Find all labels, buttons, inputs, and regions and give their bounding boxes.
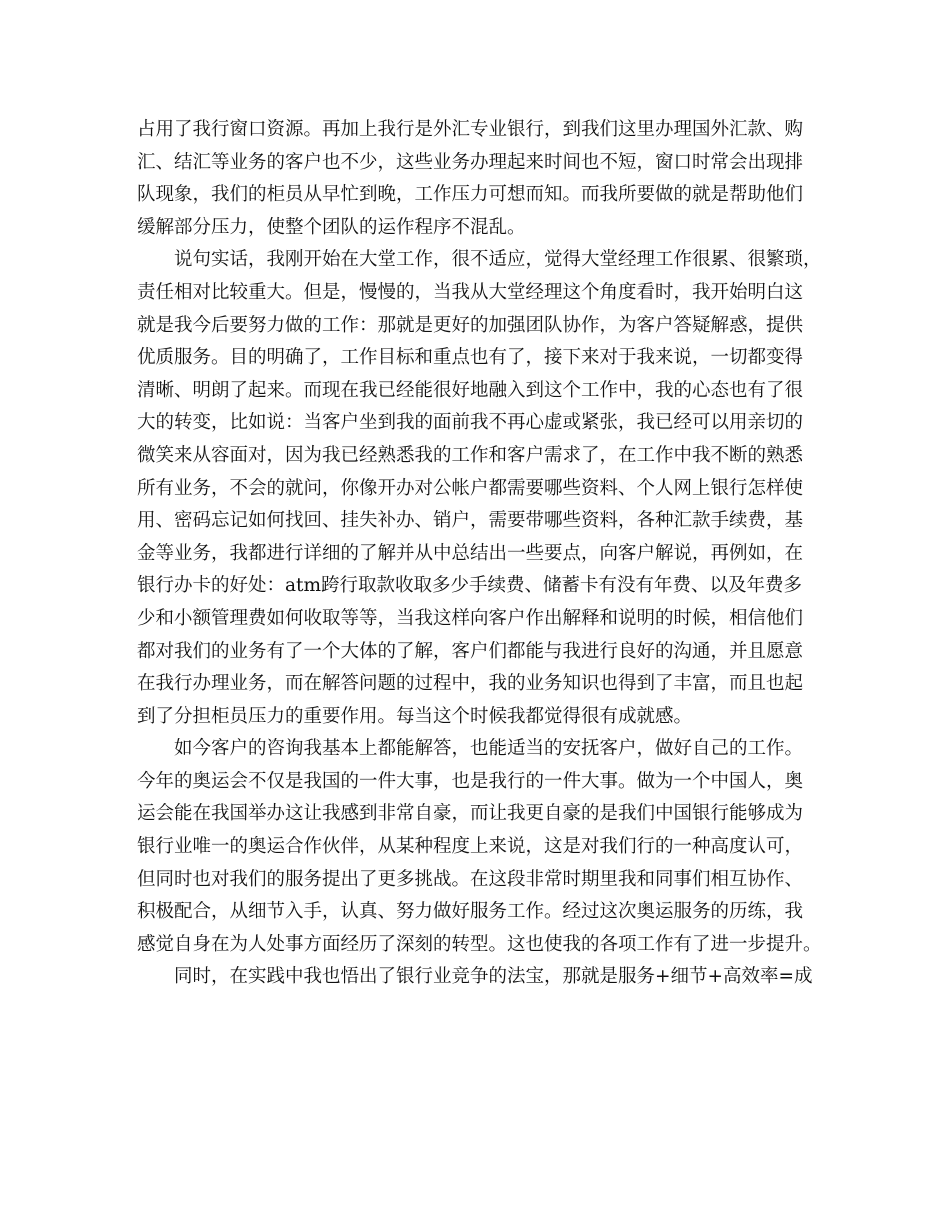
document-body-text — [137, 114, 822, 994]
text-line: 但同时也对我们的服务提出了更多挑战。在这段非常时期里我和同事们相互协作、 — [137, 868, 804, 890]
text-line: 责任相对比较重大。但是，慢慢的，当我从大堂经理这个角度看时，我开始明白这 — [137, 281, 804, 303]
text-line: 所有业务，不会的就问，你像开办对公帐户都需要哪些资料、个人网上银行怎样使 — [137, 477, 804, 499]
text-line: 就是我今后要努力做的工作：那就是更好的加强团队协作，为客户答疑解惑，提供 — [137, 314, 804, 336]
text-line: 说句实话，我刚开始在大堂工作，很不适应，觉得大堂经理工作很累、很繁琐， — [137, 249, 822, 271]
text-line: 到了分担柜员压力的重要作用。每当这个时候我都觉得很有成就感。 — [137, 705, 693, 727]
text-line: 大的转变，比如说：当客户坐到我的面前我不再心虚或紧张，我已经可以用亲切的 — [137, 412, 804, 434]
text-line: 积极配合，从细节入手，认真、努力做好服务工作。经过这次奥运服务的历练，我 — [137, 901, 804, 923]
text-line: 占用了我行窗口资源。再加上我行是外汇专业银行，到我们这里办理国外汇款、购 — [137, 119, 804, 140]
text-line: 缓解部分压力，使整个团队的运作程序不混乱。 — [137, 216, 526, 238]
text-line: 同时，在实践中我也悟出了银行业竞争的法宝，那就是服务+细节+高效率=成 — [137, 966, 813, 988]
text-line: 今年的奥运会不仅是我国的一件大事，也是我行的一件大事。做为一个中国人，奥 — [137, 770, 804, 792]
text-line: 少和小额管理费如何收取等等，当我这样向客户作出解释和说明的时候，相信他们 — [137, 607, 804, 629]
text-line: 队现象，我们的柜员从早忙到晚，工作压力可想而知。而我所要做的就是帮助他们 — [137, 184, 804, 206]
text-line: 微笑来从容面对，因为我已经熟悉我的工作和客户需求了，在工作中我不断的熟悉 — [137, 444, 804, 466]
text-line: 清晰、明朗了起来。而现在我已经能很好地融入到这个工作中，我的心态也有了很 — [137, 379, 804, 401]
text-line: 优质服务。目的明确了，工作目标和重点也有了，接下来对于我来说，一切都变得 — [137, 347, 804, 369]
text-line: 银行业唯一的奥运合作伙伴，从某种程度上来说，这是对我们行的一种高度认可， — [137, 836, 804, 858]
text-line: 在我行办理业务，而在解答问题的过程中，我的业务知识也得到了丰富，而且也起 — [137, 673, 804, 695]
text-line: 运会能在我国举办这让我感到非常自豪，而让我更自豪的是我们中国银行能够成为 — [137, 803, 804, 825]
text-line: 都对我们的业务有了一个大体的了解，客户们都能与我进行良好的沟通，并且愿意 — [137, 640, 804, 662]
text-line: 用、密码忘记如何找回、挂失补办、销户，需要带哪些资料，各种汇款手续费，基 — [137, 510, 804, 532]
text-line: 感觉自身在为人处事方面经历了深刻的转型。这也使我的各项工作有了进一步提升。 — [137, 933, 822, 955]
text-line: 银行办卡的好处：atm跨行取款收取多少手续费、储蓄卡有没有年费、以及年费多 — [137, 575, 803, 597]
text-line: 金等业务，我都进行详细的了解并从中总结出一些要点，向客户解说，再例如，在 — [137, 542, 804, 564]
text-line: 如今客户的咨询我基本上都能解答，也能适当的安抚客户，做好自己的工作。 — [137, 738, 804, 760]
text-line: 汇、结汇等业务的客户也不少，这些业务办理起来时间也不短，窗口时常会出现排 — [137, 151, 804, 173]
